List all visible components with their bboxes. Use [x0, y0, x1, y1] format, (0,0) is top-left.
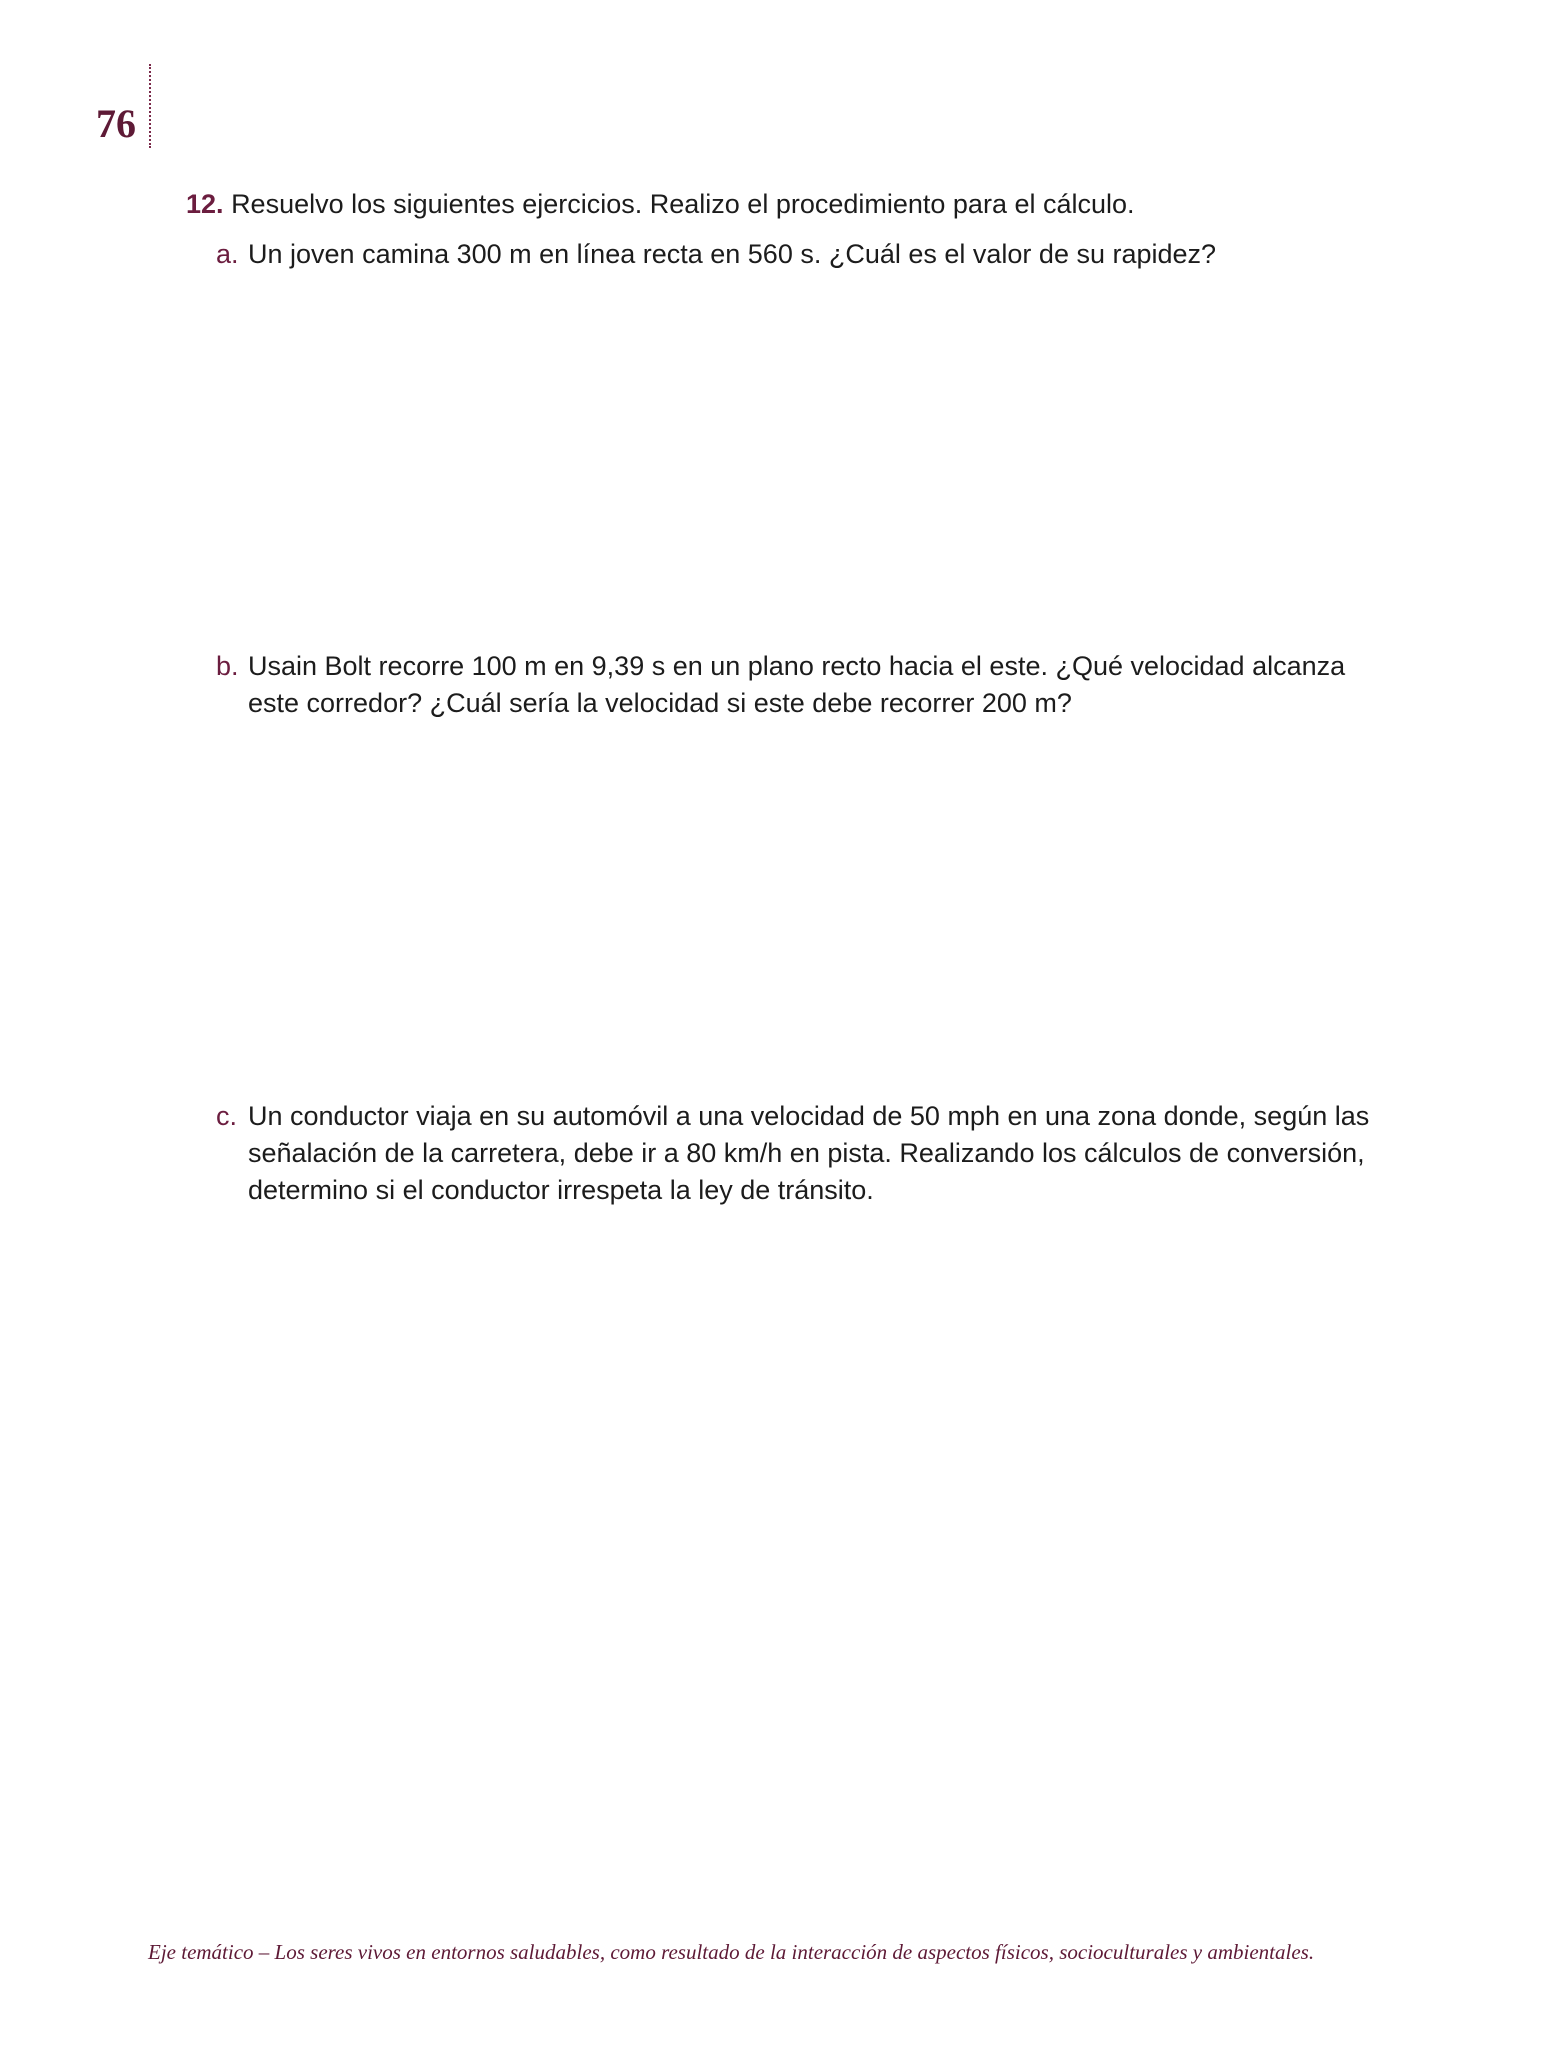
- exercise-b-marker: b.: [216, 651, 239, 681]
- question-12-title: [186, 186, 1386, 223]
- exercise-b-text: Usain Bolt recorre 100 m en 9,39 s en un plano recto hacia el este. ¿Qué velocidad alcanza este corredor? ¿Cuál sería la velocidad si este debe recorrer 200 m?: [248, 651, 1346, 718]
- question-instruction: Resuelvo los siguientes ejercicios. Realizo el procedimiento para el cálculo.: [231, 189, 1135, 219]
- exercise-a: [216, 236, 1396, 273]
- exercise-a-marker: a.: [216, 239, 239, 269]
- question-number: 12.: [186, 189, 224, 219]
- exercise-c-marker: c.: [216, 1101, 238, 1131]
- exercise-c: [216, 1098, 1396, 1209]
- exercise-b: [216, 648, 1396, 722]
- exercise-a-text: Un joven camina 300 m en línea recta en 560 s. ¿Cuál es el valor de su rapidez?: [248, 239, 1217, 269]
- page-number-divider: [149, 64, 151, 148]
- page-number: 76: [96, 101, 136, 146]
- exercise-c-text: Un conductor viaja en su automóvil a una velocidad de 50 mph en una zona donde, según las señalación de la carretera, debe ir a 80 km/h en pista. Realizando los cálculos de conversión, determino si el conductor irrespeta la ley de tránsito.: [248, 1101, 1370, 1205]
- footer-thematic-axis: Eje temático – Los seres vivos en entornos saludables, como resultado de la interacción de aspectos físicos, socioculturales y ambientales.: [148, 1940, 1315, 1964]
